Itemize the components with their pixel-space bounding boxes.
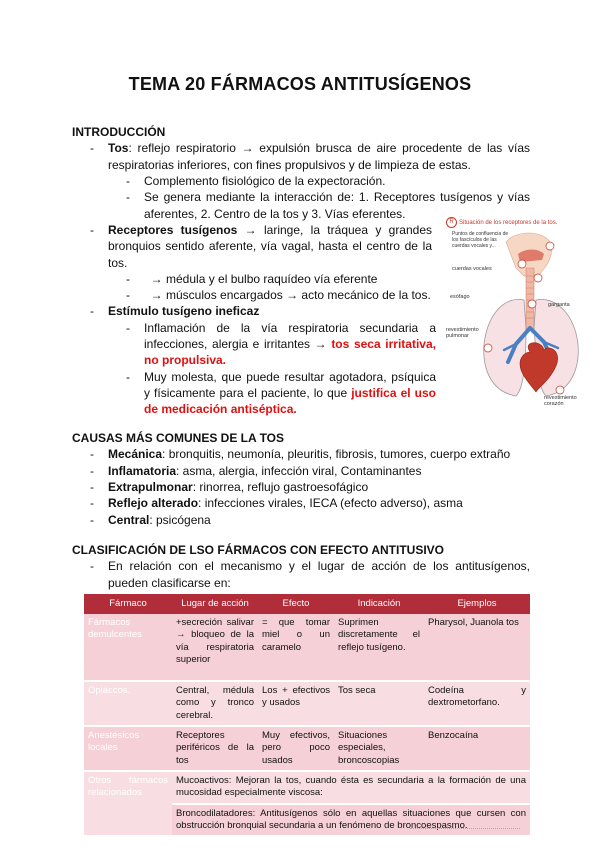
causa-term: Reflejo alterado [108,496,199,511]
figure-label-esofago: esófago [450,294,470,300]
estimulo-sub1-text: Inflamación de la vía respiratoria secundaria a infecciones, alergia e irritantes → [144,320,436,352]
table-header: Fármaco [84,594,172,614]
causa-text: : infecciones virales, IECA (efecto adverso), asma [198,496,463,511]
causa-item [72,495,530,511]
estimulo-sub2-highlight: justifica el uso de medicación antiséptica. [144,386,436,417]
causa-term: Central [108,512,150,527]
tos-sub1: - Complemento fisiológico de la expectoración. [72,173,530,189]
causa-term: Extrapulmonar [108,479,193,494]
receptores-text: → laringe, la tráquea y grandes bronquios sentido aferente, vía vagal, hasta el centro de la tos. [108,222,433,270]
table-cell-indicacion: Situaciones especiales, broncoscopias [334,726,424,771]
table-row [84,771,530,804]
receptor-r-icon: R [446,217,457,228]
causa-term: Inflamatoria [108,463,177,478]
table-header: Ejemplos [424,594,530,614]
causa-text: : bronquitis, neumonía, pleuritis, fibrosis, tumores, cuerpo extraño [162,447,511,462]
causa-text: : rinorrea, reflujo gastroesofágico [192,479,369,494]
estimulo-bullet [72,303,432,319]
table-cell-lugar: Receptores periféricos de la tos [172,726,258,771]
table-cell-farmaco: Opiáccos. [84,681,172,726]
table-cell-ejemplos: Pharysol, Juanola tos [424,614,530,681]
receptores-sub2 [72,287,432,303]
figure-label-garganta: garganta [548,302,570,308]
estimulo-term: Estímulo tusígeno ineficaz [108,304,260,319]
causa-item [72,479,530,495]
estimulo-sub1-highlight: tos seca irritativa, no propulsiva. [144,337,436,368]
table-row [84,614,530,681]
table-row [84,681,530,726]
table-cell-mucoactivos: Mucoactivos: Mejoran la tos, cuando ésta es secundaria a la formación de una mucosidad especialmente viscosa: [172,771,530,804]
tos-text: : reflejo respiratorio → expulsión brusca de aire procedente de las vías respiratorias inferiores, con fines propulsivos y de limpieza de estas. [108,141,530,172]
table-cell-ejemplos: Codeína y dextrometorfano. [424,681,530,726]
estimulo-sub2 [72,369,436,418]
drug-classification-table [84,594,530,837]
clasificacion-section [72,542,530,591]
page-title: TEMA 20 FÁRMACOS ANTITUSÍGENOS [128,74,472,94]
figure-label-revestimiento-corazon: revestimiento corazón [544,395,577,408]
table-cell-farmaco: Anestésicos locales [84,726,172,771]
tos-sub2: - Se genera mediante la interacción de: 1. Receptores tusígenos y vías aferentes, 2. Centro de la tos y 3. Vías eferentes. [72,189,530,222]
table-cell-lugar: Central, médula como y tronco cerebral. [172,681,258,726]
causas-section [72,430,530,528]
table-cell-efecto: Muy efectivos, pero poco usados [258,726,334,771]
receptores-sub1-text: → médula y el bulbo raquídeo vía eferente [150,271,378,286]
causa-item [72,463,530,479]
estimulo-sub2-text: Muy molesta, que puede resultar agotadora, psíquica y físicamente para el paciente, lo que [144,369,436,400]
causa-item [72,446,530,462]
clasificacion-heading: CLASIFICACIÓN DE LSO FÁRMACOS CON EFECTO ANTITUSIVO [72,543,445,557]
footer-divider [410,828,520,832]
causa-term: Mecánica [108,447,163,462]
clasificacion-intro: - En relación con el mecanismo y el lugar de acción de los antitusígenos, pueden clasificarse en: [72,558,530,591]
table-cell-efecto: Los + efectivos y usados [258,681,334,726]
receptores-sub1 [72,271,432,287]
table-cell-farmaco: Otros fármacos relacionados [84,771,172,836]
tos-bullet [72,140,530,173]
causa-text: : asma, alergia, infección viral, Contaminantes [176,463,422,478]
figure-label-revestimiento-pulmonar: revestimiento pulmonar [446,327,479,340]
receptores-term: Receptores tusígenos [108,222,238,237]
receptores-sub2-text: → músculos encargados → acto mecánico de la tos. [150,288,431,303]
table-header: Lugar de acción [172,594,258,614]
causa-item [72,512,530,528]
receptores-bullet [72,222,432,271]
table-cell-farmaco: Fármacos demulcentes [84,614,172,681]
table-row [84,726,530,771]
table-header-row [84,594,530,614]
table-header: Efecto [258,594,334,614]
figure-label-cuerdas: cuerdas vocales [452,266,492,272]
estimulo-sub1 [72,320,436,369]
table-cell-broncodilatadores: Broncodilatadores: Antitusígenos sólo en aquellas situaciones que cursen con obstrucción bronquial secundaria a un fenómeno de broncoespasmo. [172,804,530,837]
intro-heading: INTRODUCCIÓN [72,125,166,139]
table-cell-ejemplos: Benzocaína [424,726,530,771]
table-cell-indicacion: Suprimen discretamente el reflejo tusígeno. [334,614,424,681]
table-cell-indicacion: Tos seca [334,681,424,726]
table-cell-efecto: = que tomar miel o un caramelo [258,614,334,681]
tos-term: Tos [108,141,129,156]
figure-caption: Situación de los receptores de la tos. [459,220,558,226]
table-cell-lugar: +secreción salivar → bloqueo de la vía respiratoria superior [172,614,258,681]
causas-heading: CAUSAS MÁS COMUNES DE LA TOS [72,431,285,445]
figure-top-note: Puntos de confluencia de los fascículos de las cuerdas vocales y... [452,231,509,249]
table-header: Indicación [334,594,424,614]
causa-text: : psicógena [149,512,211,527]
